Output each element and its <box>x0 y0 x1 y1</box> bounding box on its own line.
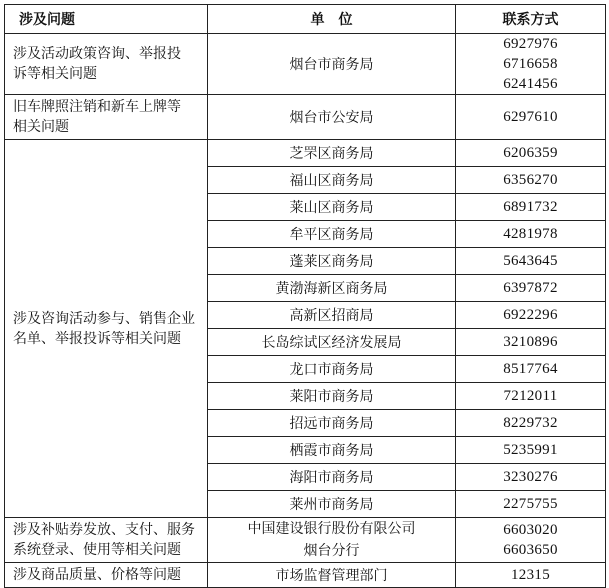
unit-cell: 招远市商务局 <box>208 410 456 437</box>
table-row <box>5 95 606 140</box>
topic-line: 涉及咨询活动参与、销售企业 <box>13 310 195 327</box>
table-row <box>5 140 606 167</box>
unit-cell: 高新区招商局 <box>208 302 456 329</box>
topic-cell <box>5 95 208 140</box>
phone-cell: 8229732 <box>456 410 606 437</box>
phone-cell: 12315 <box>456 563 606 588</box>
phone-number: 6241456 <box>503 76 558 92</box>
topic-line: 涉及活动政策咨询、举报投 <box>13 46 181 62</box>
phone-number: 6603020 <box>503 522 558 538</box>
topic-line: 诉等相关问题 <box>13 66 97 82</box>
unit-cell <box>208 518 456 563</box>
phone-cell: 2275755 <box>456 491 606 518</box>
phone-number: 6603650 <box>503 542 558 558</box>
unit-cell: 龙口市商务局 <box>208 356 456 383</box>
topic-cell: 涉及商品质量、价格等问题 <box>5 563 208 588</box>
contact-table-container <box>4 4 606 588</box>
unit-cell: 黄渤海新区商务局 <box>208 275 456 302</box>
phone-cell <box>456 34 606 95</box>
topic-line: 涉及补贴券发放、支付、服务 <box>13 522 195 538</box>
unit-cell: 芝罘区商务局 <box>208 140 456 167</box>
topic-cell <box>5 140 208 518</box>
phone-cell: 4281978 <box>456 221 606 248</box>
unit-cell: 烟台市公安局 <box>208 95 456 140</box>
header-topic: 涉及问题 <box>5 5 208 34</box>
unit-cell: 福山区商务局 <box>208 167 456 194</box>
phone-cell: 6297610 <box>456 95 606 140</box>
phone-cell: 8517764 <box>456 356 606 383</box>
phone-number: 6927976 <box>503 36 558 52</box>
phone-cell: 6891732 <box>456 194 606 221</box>
unit-cell: 海阳市商务局 <box>208 464 456 491</box>
topic-line: 名单、举报投诉等相关问题 <box>13 330 181 347</box>
contact-table <box>4 4 606 588</box>
topic-line: 系统登录、使用等相关问题 <box>13 542 181 558</box>
header-contact: 联系方式 <box>456 5 606 34</box>
phone-cell: 5643645 <box>456 248 606 275</box>
unit-cell: 莱州市商务局 <box>208 491 456 518</box>
phone-number: 6716658 <box>503 56 558 72</box>
unit-cell: 烟台市商务局 <box>208 34 456 95</box>
topic-line: 相关问题 <box>13 119 69 135</box>
topic-cell <box>5 34 208 95</box>
topic-line: 旧车牌照注销和新车上牌等 <box>13 99 181 115</box>
table-header-row <box>5 5 606 34</box>
phone-cell: 6397872 <box>456 275 606 302</box>
phone-cell: 3230276 <box>456 464 606 491</box>
topic-cell <box>5 518 208 563</box>
phone-cell: 7212011 <box>456 383 606 410</box>
unit-line: 烟台分行 <box>303 543 360 559</box>
unit-cell: 牟平区商务局 <box>208 221 456 248</box>
phone-cell: 6922296 <box>456 302 606 329</box>
unit-cell: 市场监督管理部门 <box>208 563 456 588</box>
phone-cell: 3210896 <box>456 329 606 356</box>
table-row <box>5 563 606 588</box>
phone-cell <box>456 518 606 563</box>
header-unit: 单 位 <box>208 5 456 34</box>
phone-cell: 5235991 <box>456 437 606 464</box>
unit-cell: 栖霞市商务局 <box>208 437 456 464</box>
phone-cell: 6356270 <box>456 167 606 194</box>
table-row <box>5 518 606 563</box>
unit-cell: 长岛综试区经济发展局 <box>208 329 456 356</box>
unit-cell: 莱阳市商务局 <box>208 383 456 410</box>
unit-line: 中国建设银行股份有限公司 <box>247 521 416 537</box>
unit-cell: 蓬莱区商务局 <box>208 248 456 275</box>
table-row <box>5 34 606 95</box>
unit-cell: 莱山区商务局 <box>208 194 456 221</box>
phone-cell: 6206359 <box>456 140 606 167</box>
